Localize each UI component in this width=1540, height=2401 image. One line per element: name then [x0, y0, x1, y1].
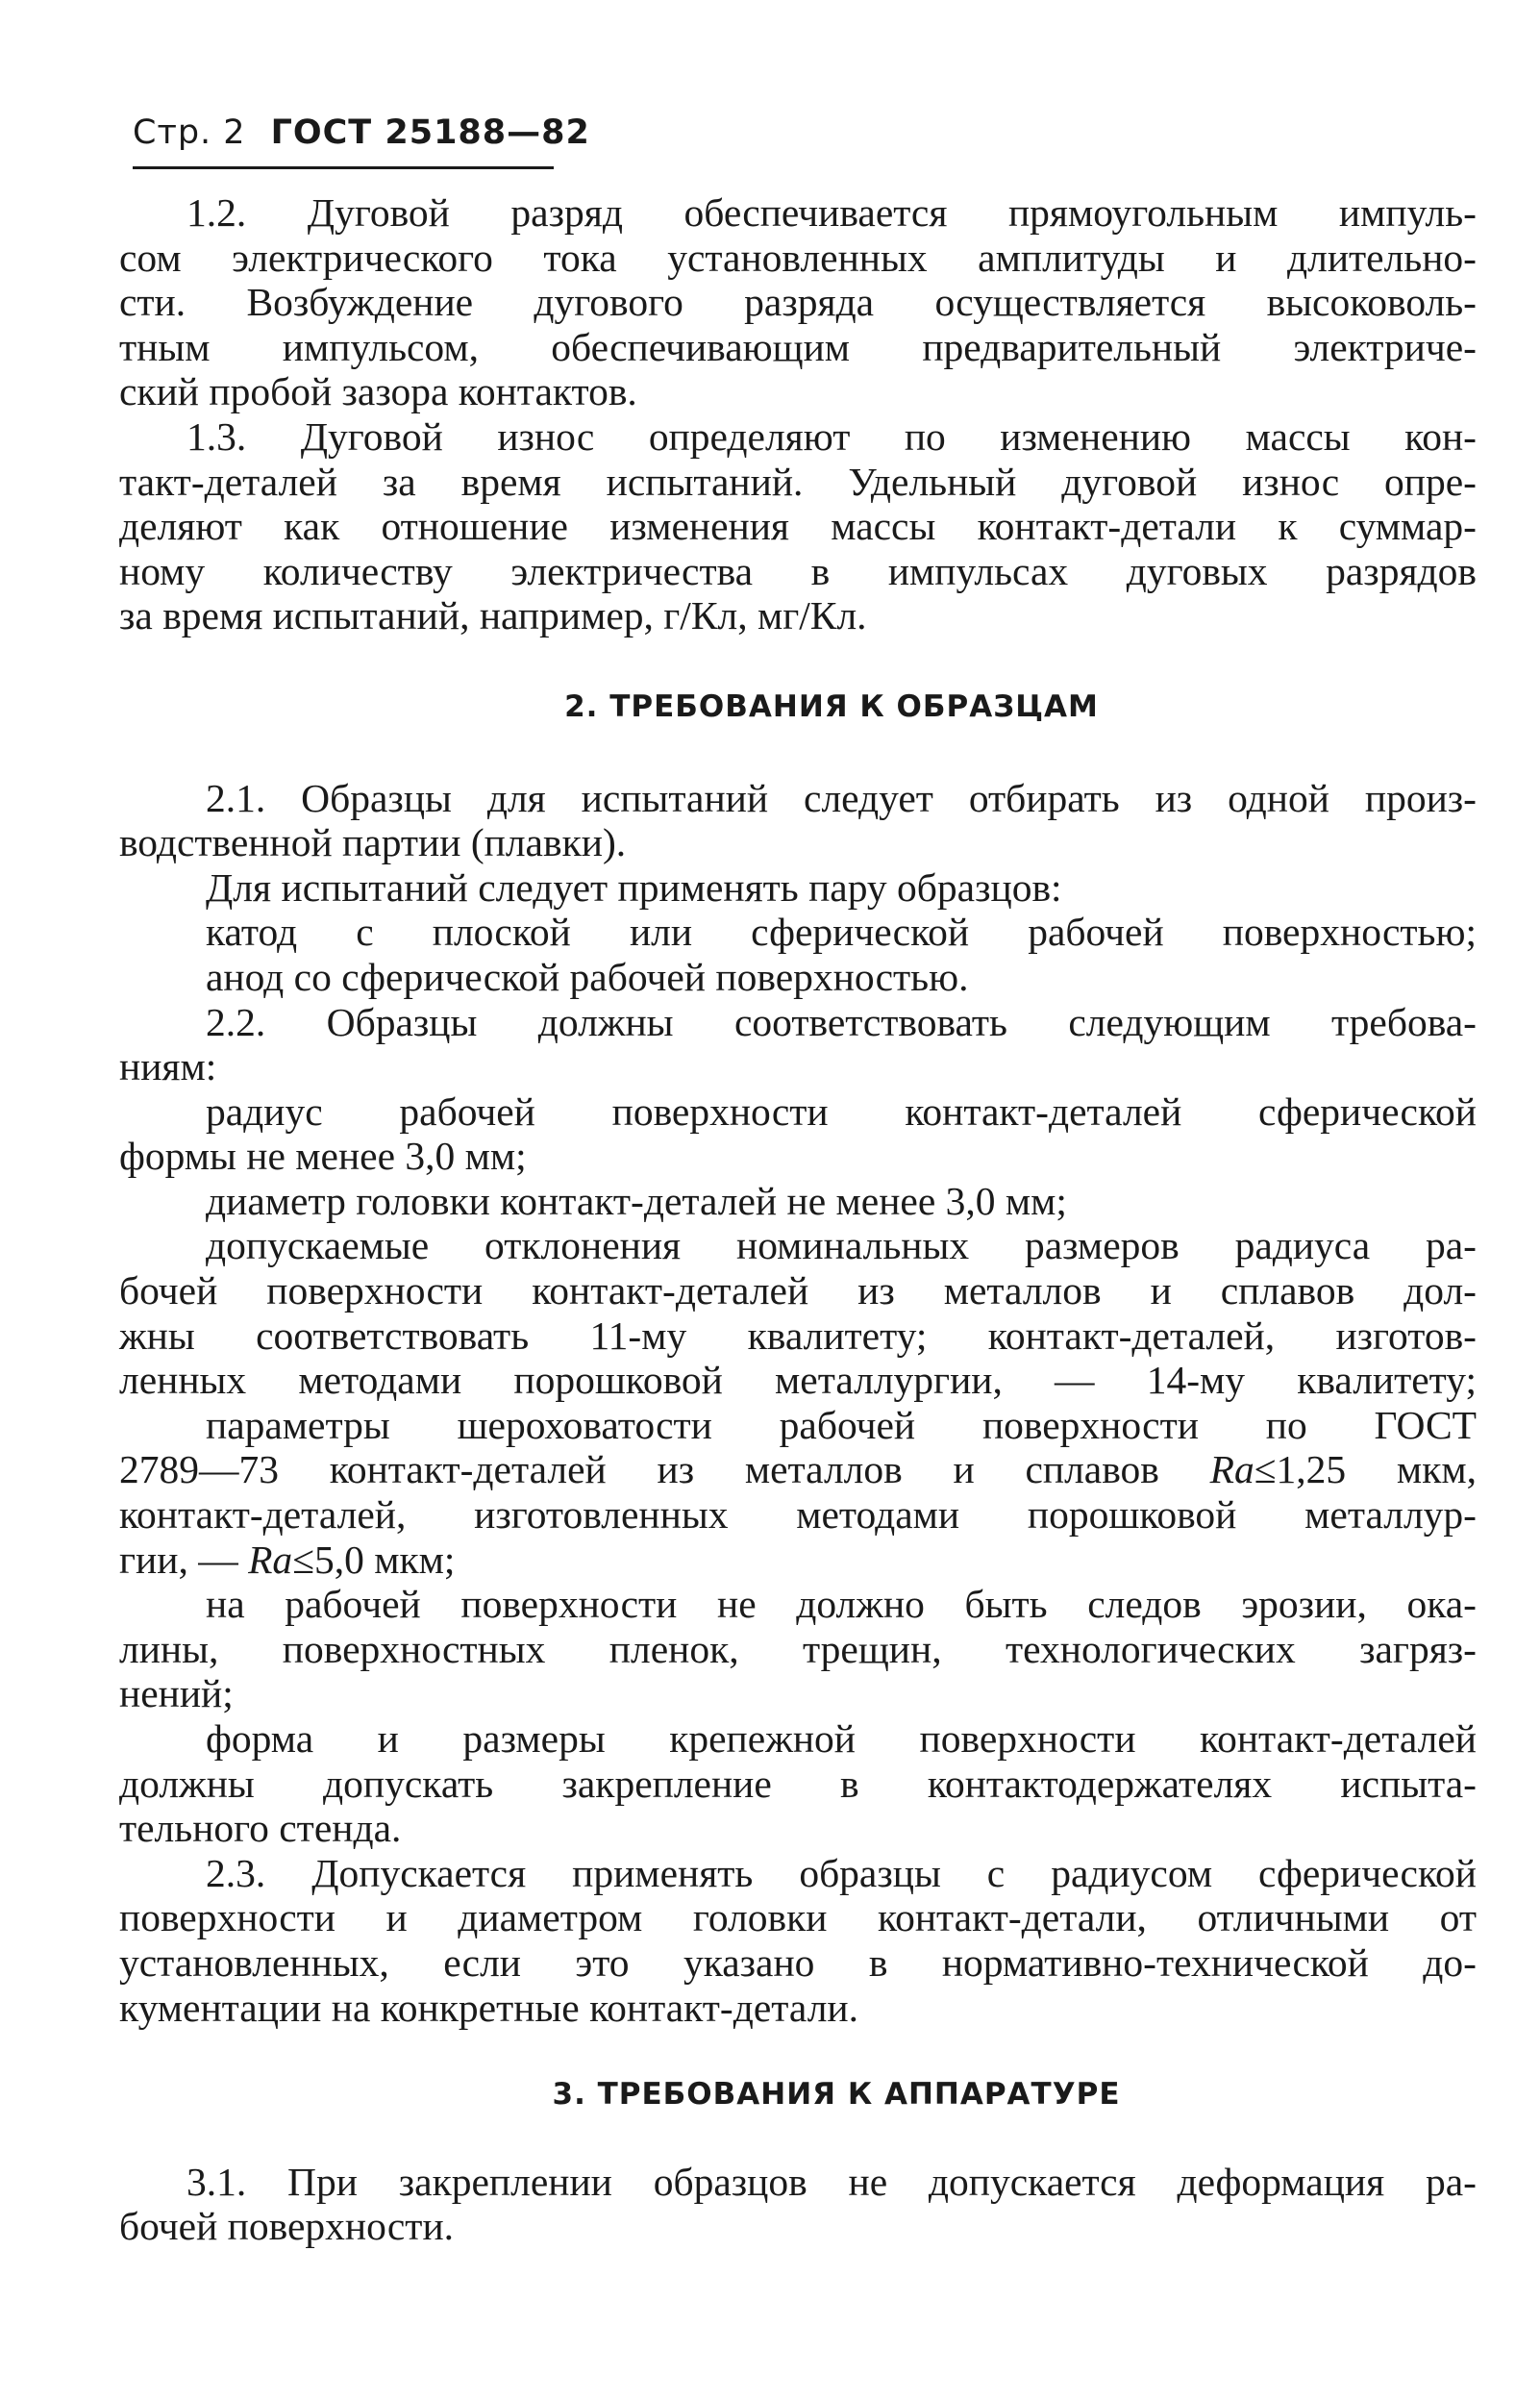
text-line: лины, поверхностных пленок, трещин, технологических загряз-: [119, 1626, 1477, 1671]
text-line: бочей поверхности.: [119, 2204, 455, 2249]
text-line: 2789—73 контакт-деталей из металлов и сплавов Ra≤1,25 мкм,: [119, 1447, 1477, 1492]
text-line: контакт-деталей, изготовленных методами порошковой металлур-: [119, 1492, 1477, 1538]
roughness-symbol: Ra: [248, 1537, 293, 1582]
text-line: сом электрического тока установленных амплитуды и длительно-: [119, 235, 1477, 280]
text-line: бочей поверхности контакт-деталей из металлов и сплавов дол-: [119, 1268, 1477, 1313]
standard-number: ГОСТ 25188—82: [270, 113, 590, 152]
header-rule: [133, 166, 554, 169]
text-line: формы не менее 3,0 мм;: [119, 1134, 527, 1179]
section-heading: 3. ТРЕБОВАНИЯ К АППАРАТУРЕ: [552, 2077, 1121, 2113]
roughness-symbol: Ra: [1209, 1447, 1254, 1492]
text-line: установленных, если это указано в нормативно-технической до-: [119, 1939, 1477, 1985]
section-heading: 2. ТРЕБОВАНИЯ К ОБРАЗЦАМ: [564, 688, 1099, 724]
text-line: сти. Возбуждение дугового разряда осуществляется высоковоль-: [119, 280, 1477, 325]
document-body: [119, 190, 1477, 2249]
text-line: жны соответствовать 11-му квалитету; контакт-деталей, изготов-: [119, 1313, 1477, 1358]
text-line: диаметр головки контакт-деталей не менее 3,0 мм;: [206, 1178, 1067, 1223]
text-line: 2.3. Допускается применять образцы с радиусом сферической: [206, 1850, 1477, 1895]
page-header: [133, 113, 590, 152]
text-line: допускаемые отклонения номинальных размеров радиуса ра-: [206, 1223, 1477, 1268]
page-number: Стр. 2: [133, 113, 246, 152]
text-line: катод с плоской или сферической рабочей поверхностью;: [206, 910, 1477, 955]
text-line: ленных методами порошковой металлургии, — 14-му квалитету;: [119, 1358, 1477, 1403]
text-line: 2.2. Образцы должны соответствовать следующим требова-: [206, 999, 1477, 1044]
text-line: ному количеству электричества в импульсах дуговых разрядов: [119, 548, 1477, 593]
text-line: за время испытаний, например, г/Кл, мг/Кл.: [119, 593, 867, 638]
text-line: радиус рабочей поверхности контакт-деталей сферической: [206, 1088, 1477, 1134]
text-line: на рабочей поверхности не должно быть следов эрозии, ока-: [206, 1582, 1477, 1627]
text-line: кументации на конкретные контакт-детали.: [119, 1985, 859, 2030]
text-line: нений;: [119, 1671, 234, 1716]
text-line: такт-деталей за время испытаний. Удельный дуговой износ опре-: [119, 459, 1477, 504]
text-line: водственной партии (плавки).: [119, 820, 627, 865]
text-line: 1.3. Дуговой износ определяют по изменению массы кон-: [186, 413, 1477, 459]
text-line: параметры шероховатости рабочей поверхности по ГОСТ: [206, 1402, 1477, 1447]
text-line: деляют как отношение изменения массы контакт-детали к суммар-: [119, 504, 1477, 549]
text-line: 2.1. Образцы для испытаний следует отбирать из одной произ-: [206, 775, 1477, 820]
text-line: 3.1. При закреплении образцов не допускается деформация ра-: [186, 2159, 1477, 2204]
text-line: тельного стенда.: [119, 1806, 402, 1851]
text-line: форма и размеры крепежной поверхности контакт-деталей: [206, 1716, 1477, 1761]
text-line: Для испытаний следует применять пару образцов:: [206, 864, 1062, 910]
text-line: гии, — Ra≤5,0 мкм;: [119, 1537, 456, 1582]
text-line: поверхности и диаметром головки контакт-детали, отличными от: [119, 1895, 1477, 1940]
text-line: анод со сферической рабочей поверхностью.: [206, 954, 969, 999]
text-line: должны допускать закрепление в контактодержателях испыта-: [119, 1761, 1477, 1806]
text-line: ниям:: [119, 1044, 217, 1089]
text-line: 1.2. Дуговой разряд обеспечивается прямоугольным импуль-: [186, 190, 1477, 235]
text-line: ский пробой зазора контактов.: [119, 369, 637, 414]
text-line: тным импульсом, обеспечивающим предварительный электриче-: [119, 324, 1477, 369]
